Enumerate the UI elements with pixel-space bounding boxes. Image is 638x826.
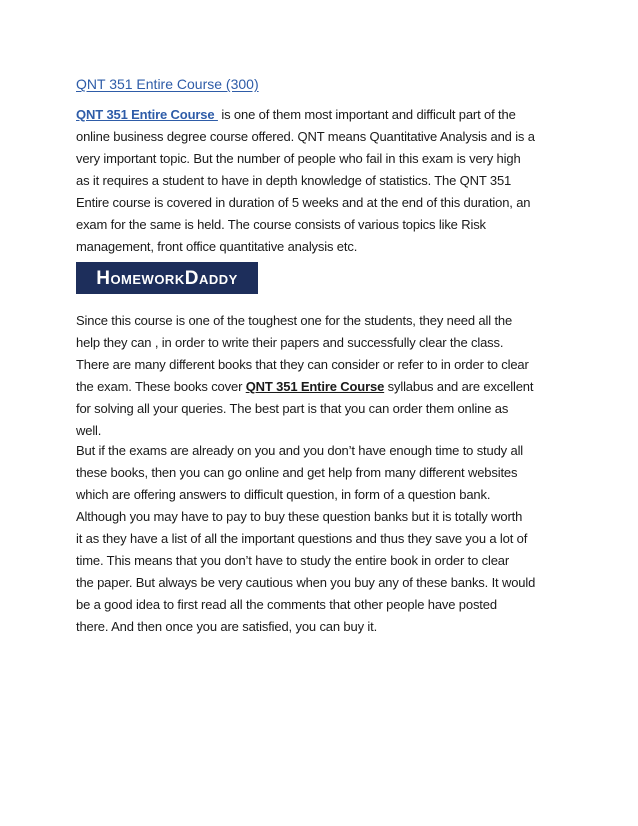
document-title: QNT 351 Entire Course (300) <box>76 76 259 92</box>
paragraph-books <box>76 310 533 442</box>
paragraph-line: Entire course is covered in duration of 5 weeks and at the end of this duration, an <box>76 195 531 210</box>
paragraph-line: online business degree course offered. QNT means Quantitative Analysis and is a <box>76 129 535 144</box>
paragraph-line: as it requires a student to have in depth knowledge of statistics. The QNT 351 <box>76 173 512 188</box>
paragraph-line: time. This means that you don’t have to study the entire book in order to clear <box>76 553 510 568</box>
paragraph-line: well. <box>76 423 102 438</box>
homeworkdaddy-logo <box>76 262 258 294</box>
paragraph-line: for solving all your queries. The best part is that you can order them online as <box>76 401 509 416</box>
paragraph-line: exam for the same is held. The course consists of various topics like Risk <box>76 217 486 232</box>
document-page <box>76 76 568 634</box>
course-link[interactable]: QNT 351 Entire Course <box>245 379 385 394</box>
paragraph-line: Although you may have to pay to buy these question banks but it is totally worth <box>76 509 523 524</box>
paragraph-text: the exam. These books cover <box>76 379 246 394</box>
paragraph-line: help they can , in order to write their papers and successfully clear the class. <box>76 335 504 350</box>
paragraph-line <box>76 376 533 398</box>
paragraph-line: the paper. But always be very cautious when you buy any of these banks. It would <box>76 575 536 590</box>
paragraph-text: is one of them most important and difficult part of the <box>217 107 516 122</box>
paragraph-line: Since this course is one of the toughest one for the students, they need all the <box>76 313 513 328</box>
paragraph-line: very important topic. But the number of people who fail in this exam is very high <box>76 151 521 166</box>
course-link[interactable]: QNT 351 Entire Course <box>76 107 218 122</box>
paragraph-line: there. And then once you are satisfied, you can buy it. <box>76 619 378 634</box>
logo-wordmark <box>76 262 258 294</box>
paragraph-line <box>76 104 535 126</box>
paragraph-line: it as they have a list of all the important questions and thus they save you a lot of <box>76 531 528 546</box>
paragraph-line: be a good idea to first read all the comments that other people have posted <box>76 597 497 612</box>
paragraph-line: But if the exams are already on you and you don’t have enough time to study all <box>76 443 524 458</box>
paragraph-text: syllabus and are excellent <box>384 379 534 394</box>
paragraph-line: There are many different books that they can consider or refer to in order to clear <box>76 357 529 372</box>
svg-text:HOMEWORKDADDY: HOMEWORKDADDY <box>96 268 238 289</box>
paragraph-line: management, front office quantitative analysis etc. <box>76 239 358 254</box>
paragraph-line: these books, then you can go online and get help from many different websites <box>76 465 518 480</box>
paragraph-line: which are offering answers to difficult question, in form of a question bank. <box>76 487 491 502</box>
paragraph-intro <box>76 104 535 258</box>
paragraph-online-help <box>76 440 535 638</box>
